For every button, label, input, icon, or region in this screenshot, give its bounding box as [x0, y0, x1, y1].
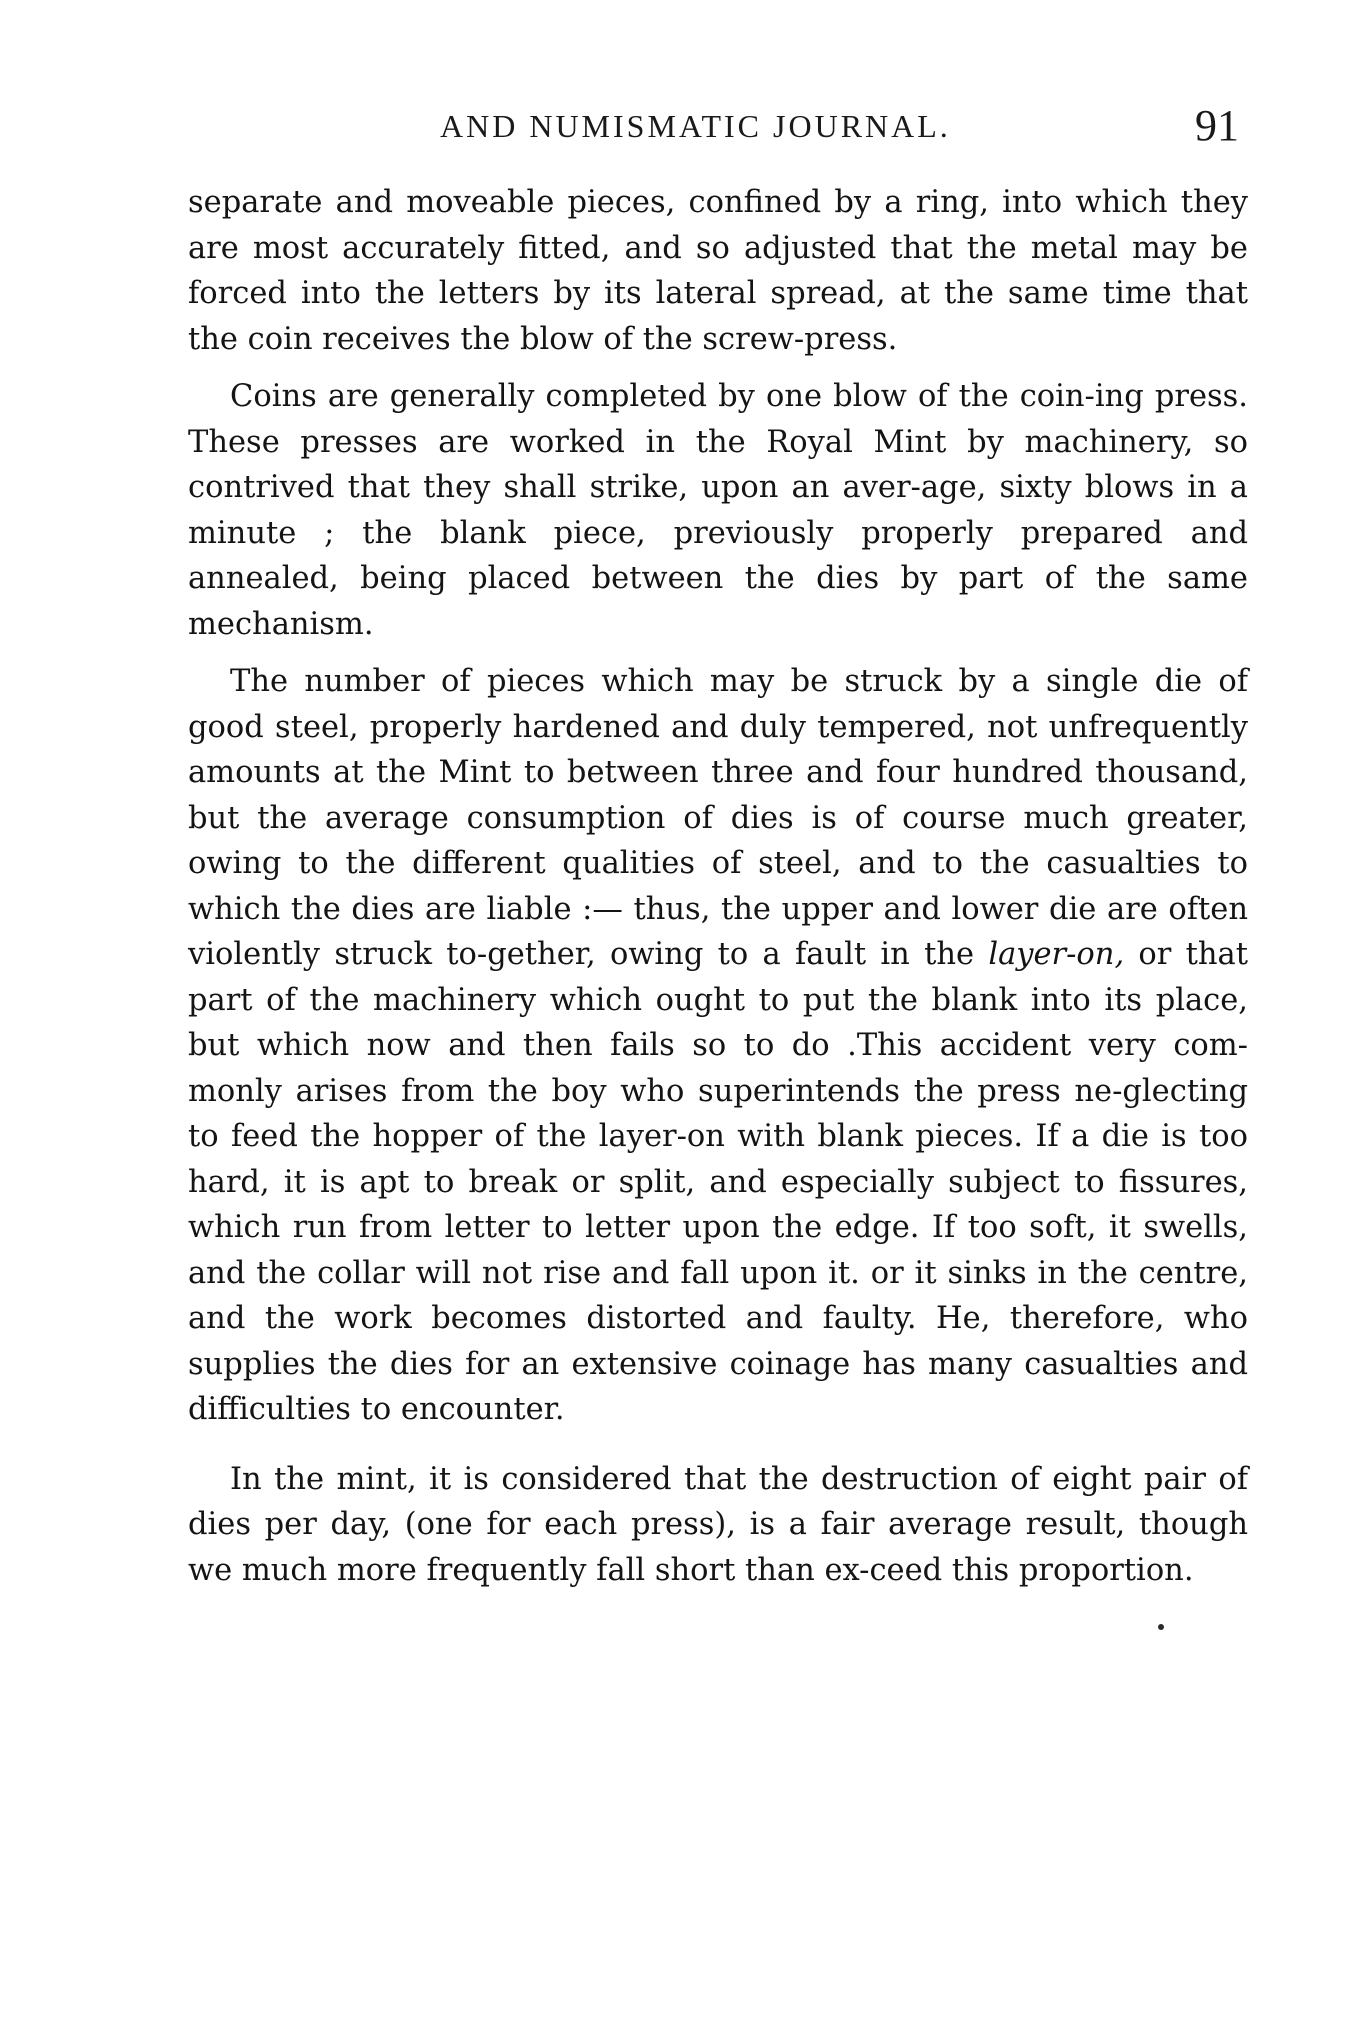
paragraph-die-consumption — [188, 659, 1248, 1433]
paragraph-die-consumption-part-2: or that part of the machinery which ought to put the blank into its place, but which now and then fails so to do .This accident very com-monly arises from the boy who superintends the press ne-glecting to feed the hopper of the layer-on with blank pieces. If a die is too hard, it is apt to break or split, and especially subject to fissures, which run from letter to letter upon the edge. If too soft, it swells, and the collar will not rise and fall upon it. or it sinks in the centre, and the work becomes distorted and faulty. He, therefore, who supplies the dies for an extensive coinage has many casualties and difficulties to encounter. — [188, 937, 1248, 1427]
body-text — [188, 180, 1248, 1593]
paragraph-continued: separate and moveable pieces, confined by a ring, into which they are most accurately fitted, and so adjusted that the metal may be forced into the letters by its lateral spread, at the same time that the coin receives the blow of the screw-press. — [188, 185, 1248, 357]
paragraph-coining-press: Coins are generally completed by one blow of the coin-ing press. These presses are worked in the Royal Mint by machinery, so contrived that they shall strike, upon an aver-age, sixty blows in a minute ; the blank piece, previously properly prepared and annealed, being placed between the dies by part of the same mechanism. — [188, 379, 1248, 642]
page-number: 91 — [1195, 101, 1239, 150]
paragraph-die-consumption-part-1: The number of pieces which may be struck by a single die of good steel, properly hardened and duly tempered, not unfrequently amounts at the Mint to between three and four hundred thousand, but the average consumption of dies is of course much greater, owing to the different qualities of steel, and to the casualties to which the dies are liable :— thus, the upper and lower die are often violently struck to-gether, owing to a fault in the — [188, 664, 1248, 972]
italic-term-layer-on: layer-on, — [988, 937, 1125, 972]
paragraph-mint-destruction: In the mint, it is considered that the destruction of eight pair of dies per day, (one for each press), is a fair average result, though we much more frequently fall short than ex-ceed this proportion. — [188, 1461, 1248, 1588]
running-head-title: AND NUMISMATIC JOURNAL. — [440, 108, 951, 144]
print-speck — [1158, 1624, 1164, 1630]
